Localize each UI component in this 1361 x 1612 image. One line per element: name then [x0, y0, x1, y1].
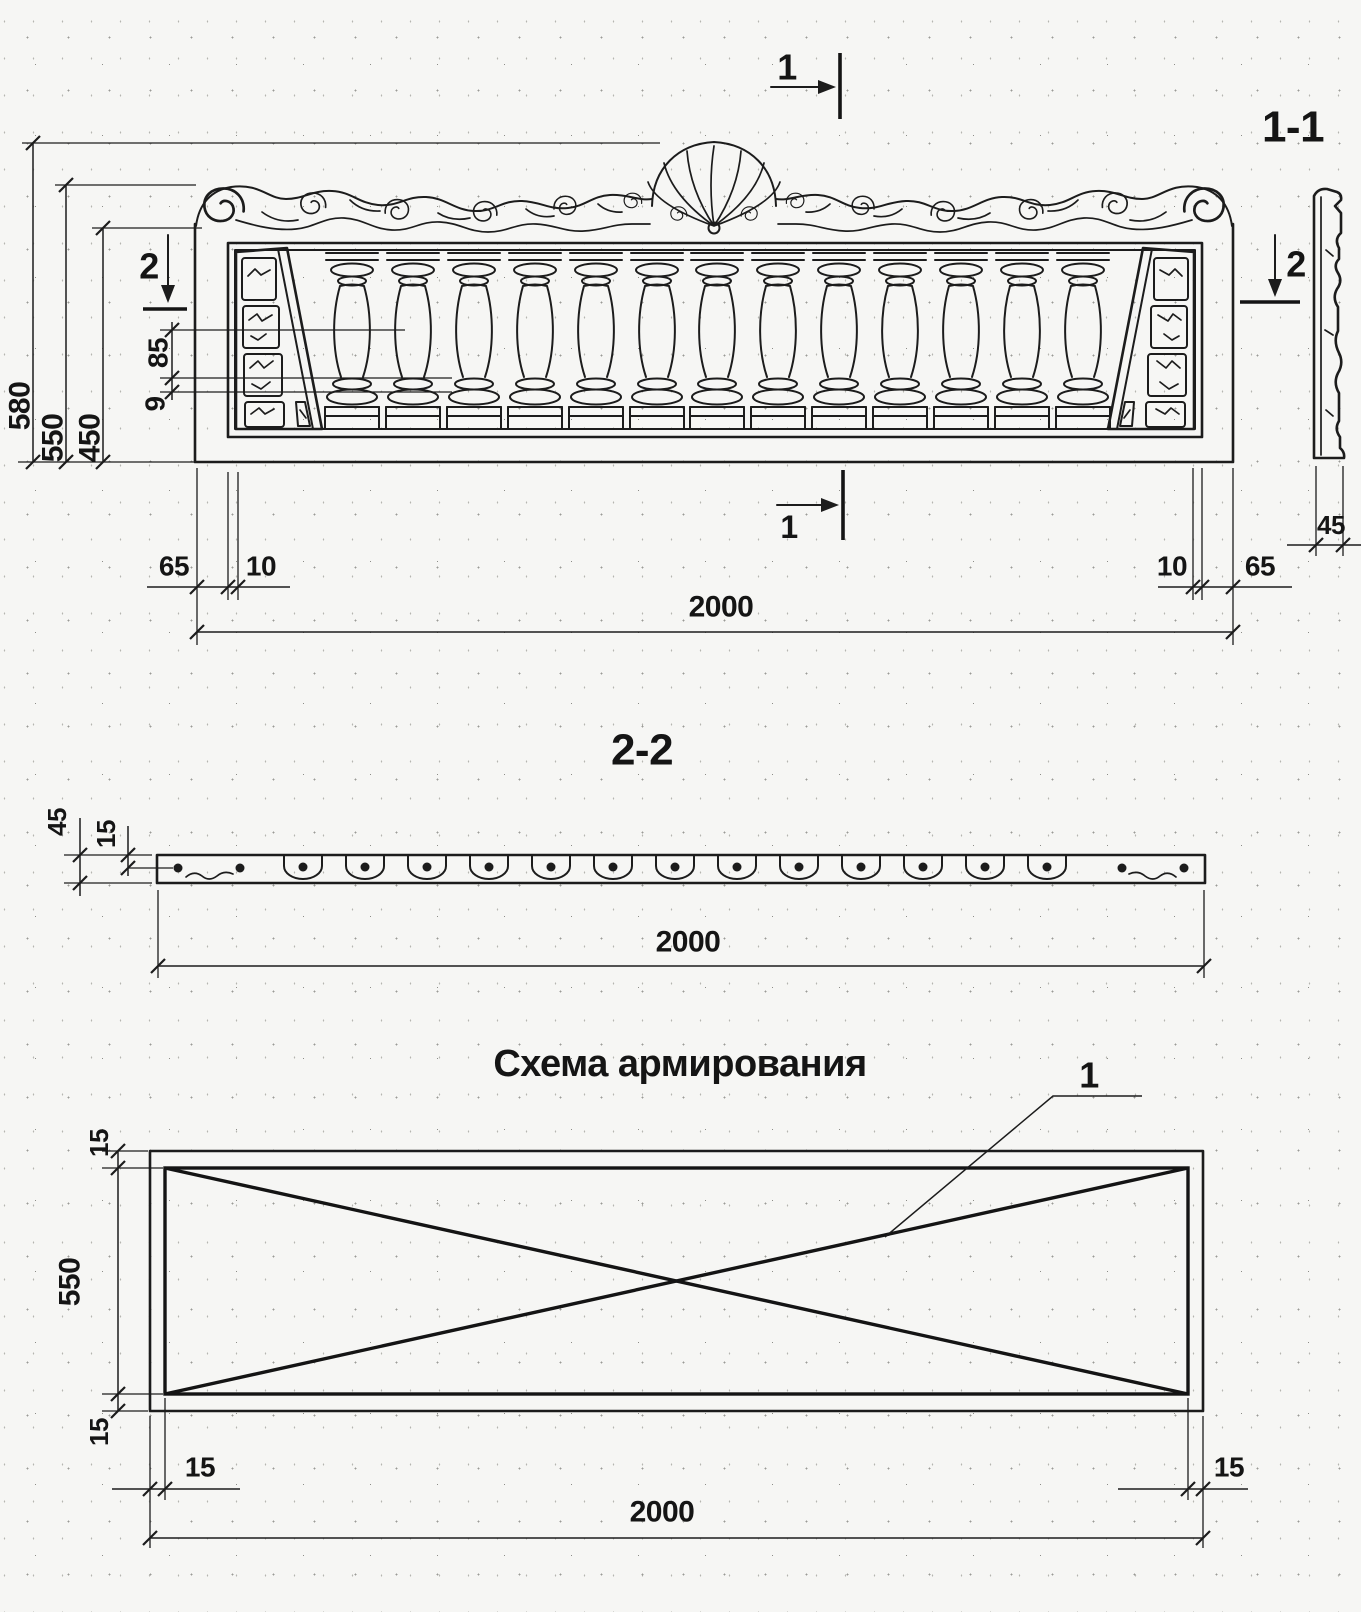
- reinforcement-dimensions: [54, 1129, 1249, 1548]
- section-label-1-top: 1: [777, 46, 797, 88]
- elevation-view: [4, 47, 1306, 646]
- dim-cover-left: 15: [184, 1451, 216, 1483]
- rebar-callout-label: 1: [1079, 1054, 1099, 1096]
- dim-end-margin-right: 65: [1244, 550, 1276, 582]
- section-cut-2-left: [139, 235, 187, 309]
- reinforcement-scheme: [54, 1043, 1249, 1548]
- section-label-1-bottom: 1: [780, 509, 798, 545]
- section-1-1-title: 1-1: [1261, 102, 1325, 152]
- section-cut-2-right: [1240, 235, 1306, 302]
- dim-cover-top: 15: [84, 1129, 114, 1157]
- dim-end-margin-left: 65: [158, 550, 190, 582]
- dim-length: 2000: [688, 590, 754, 624]
- dim-2-2-length: 2000: [655, 925, 721, 959]
- dim-balustrade-height: 450: [73, 413, 107, 463]
- dim-ornament-gap: 9: [139, 396, 171, 412]
- dim-cover-bottom: 15: [84, 1418, 114, 1446]
- rebar-callout: [885, 1055, 1142, 1238]
- dim-total-height: 580: [3, 381, 37, 431]
- dim-2-2-rebar-cover: 15: [91, 820, 121, 848]
- section-2-2-view: [42, 726, 1211, 979]
- dim-2-2-thickness: 45: [42, 808, 72, 836]
- section-2-2-title: 2-2: [610, 725, 674, 775]
- dim-1-1-thickness: 45: [1317, 510, 1345, 540]
- dim-crest-height: 550: [36, 413, 70, 463]
- dim-joint-left: 10: [245, 550, 277, 582]
- dim-ornament-box: 85: [142, 337, 174, 369]
- dim-reinf-height: 550: [53, 1257, 87, 1307]
- dim-joint-right: 10: [1156, 550, 1188, 582]
- section-cut-1-top: [771, 47, 840, 120]
- rebar-frame: [165, 1168, 1188, 1394]
- dim-cover-right: 15: [1213, 1451, 1245, 1483]
- section-2-2-dimensions: [42, 808, 1211, 978]
- section-cut-1-bottom: [777, 470, 843, 545]
- balusters: [325, 253, 1110, 428]
- section-1-1-view: [1262, 103, 1361, 557]
- reinforcement-title: Схема армирования: [493, 1043, 867, 1085]
- shell-ornament: [648, 142, 780, 234]
- dim-reinf-length: 2000: [629, 1495, 695, 1529]
- section-label-2-right: 2: [1286, 243, 1306, 285]
- section-label-2-left: 2: [139, 245, 159, 287]
